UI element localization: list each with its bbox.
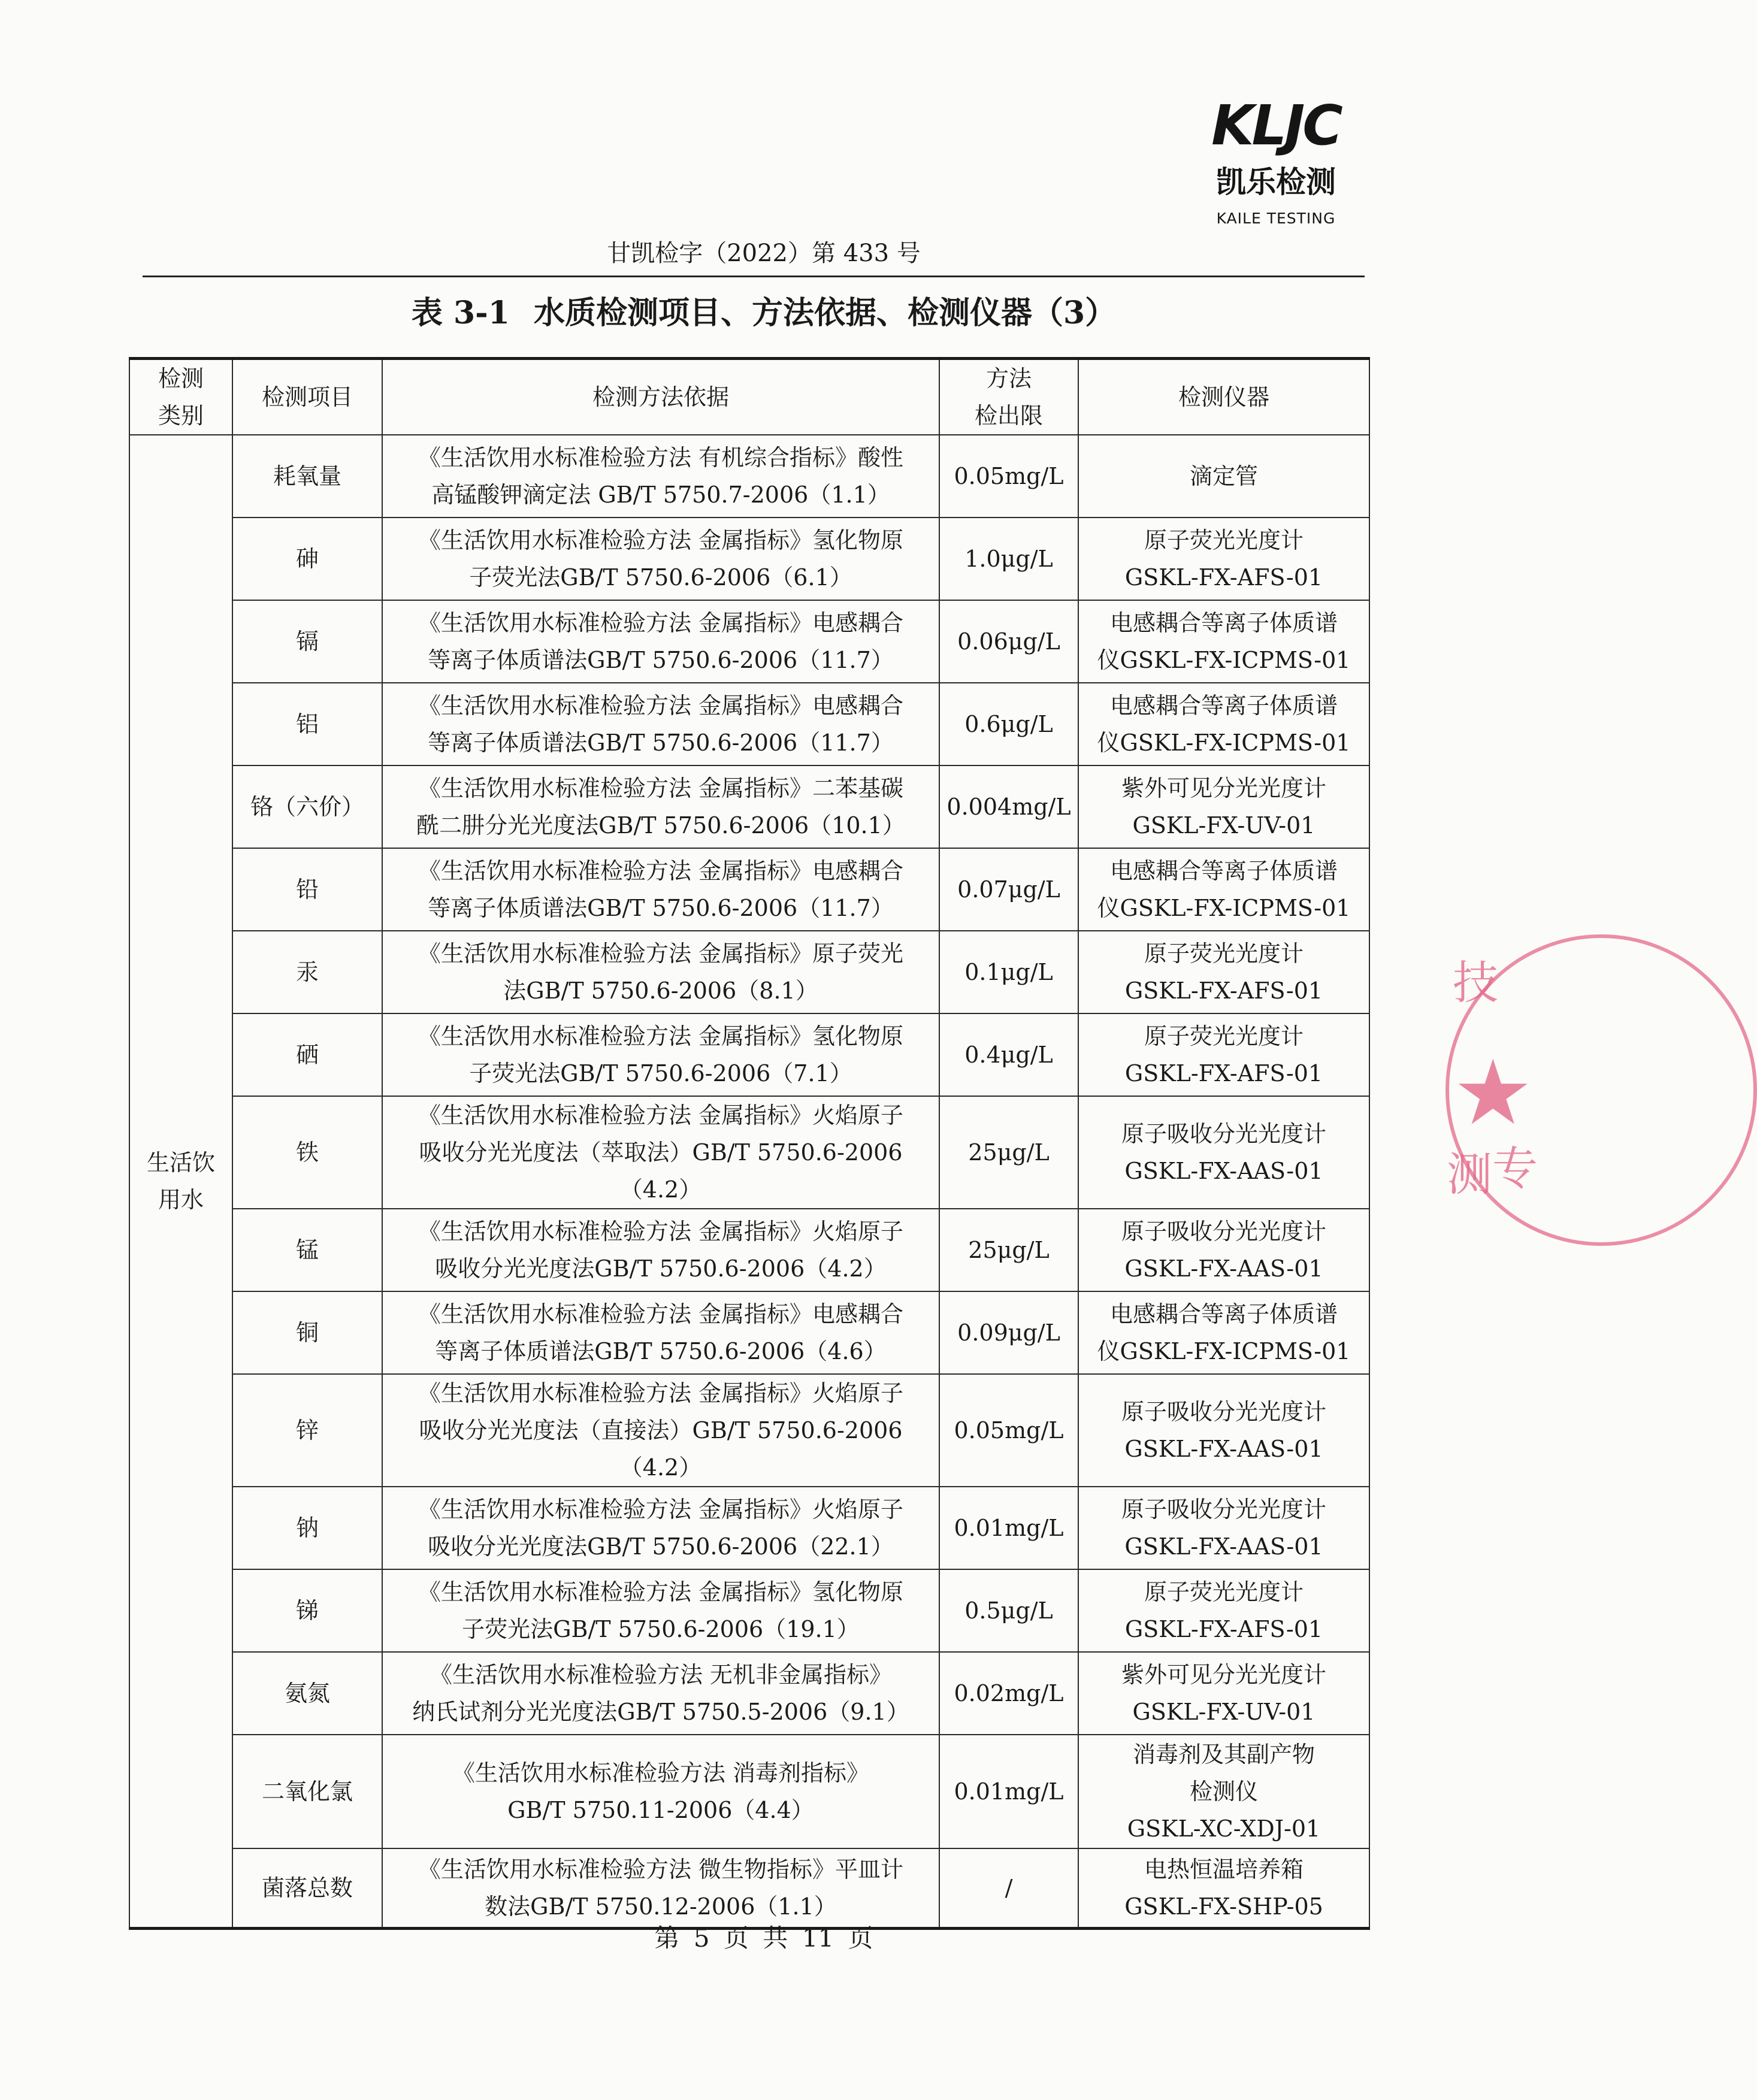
document-number: 甘凯检字（2022）第 433 号 <box>607 240 921 267</box>
instrument-cell: 紫外可见分光光度计 GSKL-FX-UV-01 <box>1078 765 1369 848</box>
limit-cell: 0.4μg/L <box>939 1013 1078 1096</box>
limit-cell: 0.06μg/L <box>939 600 1078 683</box>
table-row <box>129 1569 1369 1652</box>
table-title <box>0 293 1528 333</box>
limit-cell: 0.01mg/L <box>939 1487 1078 1569</box>
table-row <box>129 1487 1369 1569</box>
table-row <box>129 765 1369 848</box>
method-cell: 《生活饮用水标准检验方法 金属指标》氢化物原 子荧光法GB/T 5750.6-2006（19.1） <box>382 1569 939 1652</box>
method-cell: 《生活饮用水标准检验方法 金属指标》电感耦合 等离子体质谱法GB/T 5750.6-2006（11.7） <box>382 683 939 765</box>
method-cell: 《生活饮用水标准检验方法 微生物指标》平皿计 数法GB/T 5750.12-2006（1.1） <box>382 1848 939 1929</box>
instrument-cell: 原子吸收分光光度计 GSKL-FX-AAS-01 <box>1078 1487 1369 1569</box>
instrument-cell: 电感耦合等离子体质谱 仪GSKL-FX-ICPMS-01 <box>1078 848 1369 931</box>
header-limit: 方法 检出限 <box>939 359 1078 435</box>
table-row <box>129 1013 1369 1096</box>
item-cell: 铁 <box>232 1096 382 1209</box>
method-cell: 《生活饮用水标准检验方法 无机非金属指标》 纳氏试剂分光光度法GB/T 5750.5-2006（9.1） <box>382 1652 939 1735</box>
header-item: 检测项目 <box>232 359 382 435</box>
item-cell: 氨氮 <box>232 1652 382 1735</box>
item-cell: 铜 <box>232 1291 382 1374</box>
method-cell: 《生活饮用水标准检验方法 金属指标》火焰原子 吸收分光光度法（直接法）GB/T 5750.6-2006（4.2） <box>382 1374 939 1487</box>
header-method: 检测方法依据 <box>382 359 939 435</box>
method-cell: 《生活饮用水标准检验方法 金属指标》电感耦合 等离子体质谱法GB/T 5750.6-2006（4.6） <box>382 1291 939 1374</box>
instrument-cell: 紫外可见分光光度计 GSKL-FX-UV-01 <box>1078 1652 1369 1735</box>
method-cell: 《生活饮用水标准检验方法 金属指标》电感耦合 等离子体质谱法GB/T 5750.6-2006（11.7） <box>382 600 939 683</box>
table-row <box>129 1096 1369 1209</box>
item-cell: 铝 <box>232 683 382 765</box>
item-cell: 砷 <box>232 518 382 600</box>
table-title-text: 水质检测项目、方法依据、检测仪器（3） <box>533 295 1117 331</box>
company-logo <box>1204 93 1348 240</box>
table-row <box>129 1291 1369 1374</box>
instrument-cell: 原子吸收分光光度计 GSKL-FX-AAS-01 <box>1078 1209 1369 1291</box>
limit-cell: / <box>939 1848 1078 1929</box>
method-cell: 《生活饮用水标准检验方法 有机综合指标》酸性 高锰酸钾滴定法 GB/T 5750.7-2006（1.1） <box>382 435 939 518</box>
item-cell: 二氧化氯 <box>232 1735 382 1848</box>
method-cell: 《生活饮用水标准检验方法 金属指标》氢化物原 子荧光法GB/T 5750.6-2006（6.1） <box>382 518 939 600</box>
method-cell: 《生活饮用水标准检验方法 金属指标》原子荧光 法GB/T 5750.6-2006（8.1） <box>382 931 939 1013</box>
instrument-cell: 消毒剂及其副产物 检测仪 GSKL-XC-XDJ-01 <box>1078 1735 1369 1848</box>
limit-cell: 0.6μg/L <box>939 683 1078 765</box>
header-instrument: 检测仪器 <box>1078 359 1369 435</box>
table-row <box>129 1374 1369 1487</box>
table-row <box>129 1735 1369 1848</box>
method-cell: 《生活饮用水标准检验方法 金属指标》氢化物原 子荧光法GB/T 5750.6-2006（7.1） <box>382 1013 939 1096</box>
limit-cell: 0.05mg/L <box>939 435 1078 518</box>
instrument-cell: 原子吸收分光光度计 GSKL-FX-AAS-01 <box>1078 1096 1369 1209</box>
table-row <box>129 1209 1369 1291</box>
instrument-cell: 原子吸收分光光度计 GSKL-FX-AAS-01 <box>1078 1374 1369 1487</box>
limit-cell: 0.02mg/L <box>939 1652 1078 1735</box>
item-cell: 钠 <box>232 1487 382 1569</box>
limit-cell: 0.09μg/L <box>939 1291 1078 1374</box>
table-row <box>129 848 1369 931</box>
category-cell: 生活饮 用水 <box>129 435 232 1929</box>
table-row <box>129 683 1369 765</box>
instrument-cell: 电感耦合等离子体质谱 仪GSKL-FX-ICPMS-01 <box>1078 683 1369 765</box>
table-row <box>129 1848 1369 1929</box>
method-cell: 《生活饮用水标准检验方法 金属指标》二苯基碳 酰二肼分光光度法GB/T 5750.6-2006（10.1） <box>382 765 939 848</box>
item-cell: 锰 <box>232 1209 382 1291</box>
item-cell: 镉 <box>232 600 382 683</box>
instrument-cell: 原子荧光光度计 GSKL-FX-AFS-01 <box>1078 1013 1369 1096</box>
item-cell: 锑 <box>232 1569 382 1652</box>
stamp-char: 测 <box>1447 1148 1492 1201</box>
item-cell: 铬（六价） <box>232 765 382 848</box>
item-cell: 菌落总数 <box>232 1848 382 1929</box>
instrument-cell: 电热恒温培养箱 GSKL-FX-SHP-05 <box>1078 1848 1369 1929</box>
logo-name-cn: 凯乐检测 <box>1216 165 1336 199</box>
table-row <box>129 600 1369 683</box>
test-method-table <box>129 357 1370 1930</box>
table-header-row <box>129 359 1369 435</box>
header-rule <box>143 276 1365 277</box>
limit-cell: 1.0μg/L <box>939 518 1078 600</box>
limit-cell: 25μg/L <box>939 1209 1078 1291</box>
limit-cell: 0.5μg/L <box>939 1569 1078 1652</box>
item-cell: 锌 <box>232 1374 382 1487</box>
header-category: 检测 类别 <box>129 359 232 435</box>
limit-cell: 0.05mg/L <box>939 1374 1078 1487</box>
limit-cell: 25μg/L <box>939 1096 1078 1209</box>
instrument-cell: 原子荧光光度计 GSKL-FX-AFS-01 <box>1078 518 1369 600</box>
limit-cell: 0.004mg/L <box>939 765 1078 848</box>
seal-stamp <box>1435 934 1538 1246</box>
page-footer: 第 5 页 共 11 页 <box>654 1923 873 1953</box>
limit-cell: 0.01mg/L <box>939 1735 1078 1848</box>
item-cell: 硒 <box>232 1013 382 1096</box>
instrument-cell: 电感耦合等离子体质谱 仪GSKL-FX-ICPMS-01 <box>1078 1291 1369 1374</box>
table-row <box>129 931 1369 1013</box>
table-row <box>129 435 1369 518</box>
limit-cell: 0.07μg/L <box>939 848 1078 931</box>
item-cell: 铅 <box>232 848 382 931</box>
instrument-cell: 电感耦合等离子体质谱 仪GSKL-FX-ICPMS-01 <box>1078 600 1369 683</box>
limit-cell: 0.1μg/L <box>939 931 1078 1013</box>
stamp-char: 专 <box>1492 1142 1538 1195</box>
instrument-cell: 滴定管 <box>1078 435 1369 518</box>
logo-name-en: KAILE TESTING <box>1216 210 1336 227</box>
item-cell: 耗氧量 <box>232 435 382 518</box>
instrument-cell: 原子荧光光度计 GSKL-FX-AFS-01 <box>1078 931 1369 1013</box>
item-cell: 汞 <box>232 931 382 1013</box>
method-cell: 《生活饮用水标准检验方法 金属指标》火焰原子 吸收分光光度法GB/T 5750.6-2006（22.1） <box>382 1487 939 1569</box>
method-cell: 《生活饮用水标准检验方法 金属指标》火焰原子 吸收分光光度法（萃取法）GB/T 5750.6-2006（4.2） <box>382 1096 939 1209</box>
table-number: 表 3-1 <box>411 295 510 331</box>
stamp-char: 技 <box>1453 956 1498 1009</box>
method-cell: 《生活饮用水标准检验方法 消毒剂指标》 GB/T 5750.11-2006（4.4） <box>382 1735 939 1848</box>
method-cell: 《生活饮用水标准检验方法 金属指标》火焰原子 吸收分光光度法GB/T 5750.6-2006（4.2） <box>382 1209 939 1291</box>
logo-mark: KLJC <box>1211 93 1341 158</box>
method-cell: 《生活饮用水标准检验方法 金属指标》电感耦合 等离子体质谱法GB/T 5750.6-2006（11.7） <box>382 848 939 931</box>
instrument-cell: 原子荧光光度计 GSKL-FX-AFS-01 <box>1078 1569 1369 1652</box>
table-row <box>129 1652 1369 1735</box>
stamp-star-icon: ★ <box>1453 1041 1534 1145</box>
table-row <box>129 518 1369 600</box>
